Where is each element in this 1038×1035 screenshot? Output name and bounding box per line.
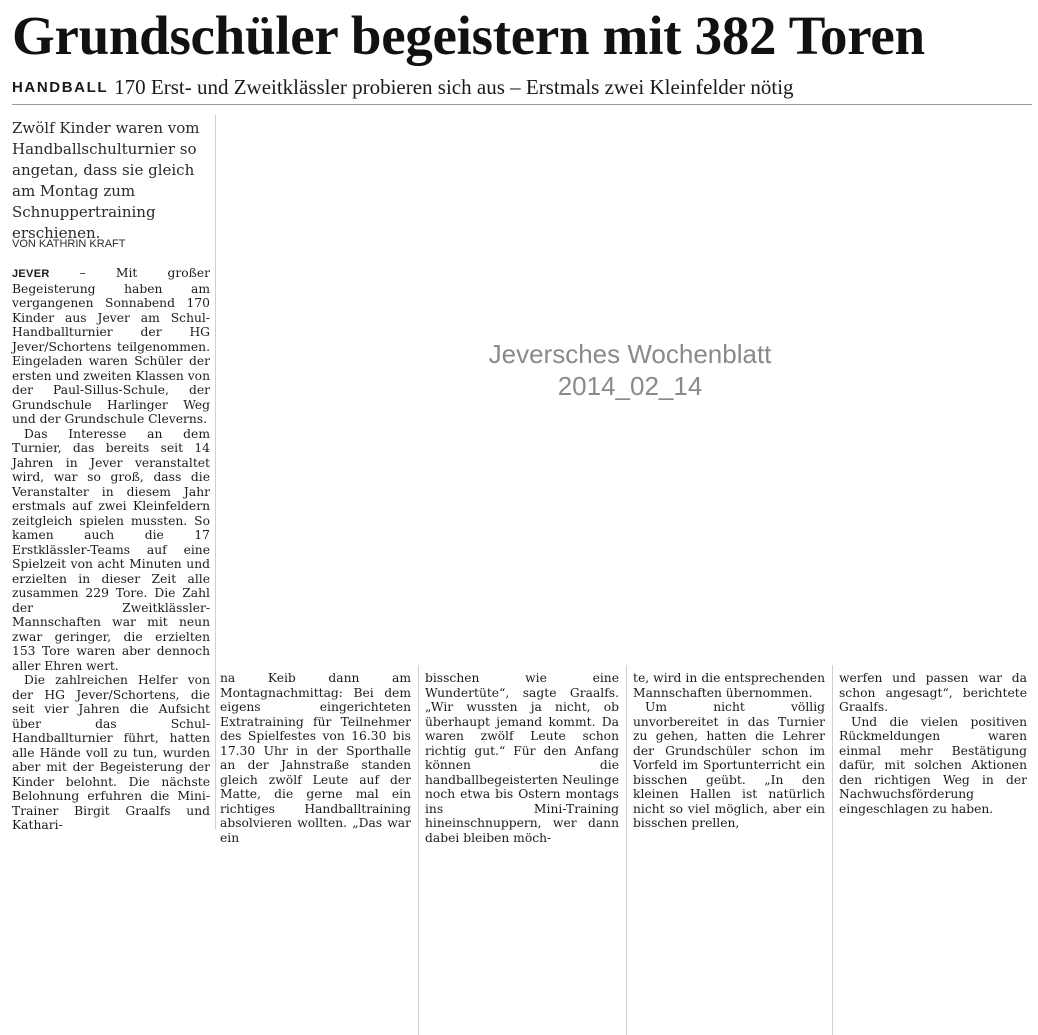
paragraph: na Keib dann am Montagnachmittag: Bei dem eigens eingerichteten Extratraining für Teilnehmer des Spielfestes von 16.30 bis 17.30 Uhr in der Sporthalle an der Jahnstraße standen gleich zwölf Leute auf der Matte, die gerne mal ein richtiges Handballtraining absolvieren wollten. „Das war ein [220, 671, 411, 845]
paragraph: Das Interesse an dem Turnier, das bereits seit 14 Jahren in Jever veranstaltet wird, war so groß, dass die Veranstalter in diesem Jahr erstmals auf zwei Kleinfeldern zeitgleich spielen mussten. So kamen auch die 17 Erstklässler-Teams auf eine Spielzeit von acht Minuten und erzielten in dieser Zeit alle zusammen 229 Tore. Die Zahl der Zweitklässler-Mannschaften war mit neun zwar geringer, die erzielten 153 Tore waren aber dennoch aller Ehren wert. [12, 426, 210, 673]
article-column-5 [839, 671, 1027, 816]
paragraph: JEVER – Mit großer Begeisterung haben am vergangenen Sonnabend 170 Kinder aus Jever am Schul-Handballturnier der HG Jever/Schortens teilgenommen. Eingeladen waren Schüler der ersten und zweiten Klassen von der Paul-Sillus-Schule, der Grundschule Harlinger Weg und der Grundschule Cleverns. [12, 266, 210, 426]
paragraph: Die zahlreichen Helfer von der HG Jever/Schortens, die seit vier Jahren die Aufsicht über das Schul-Handballturnier führt, hatten alle Hände voll zu tun, wurden aber mit der Begeisterung der Kinder belohnt. Die nächste Belohnung erfuhren die Mini-Trainer Birgit Graalfs und Kathari- [12, 673, 210, 832]
subheadline-row [12, 73, 794, 101]
section-kicker: HANDBALL [12, 79, 109, 96]
article-column-3 [425, 671, 619, 845]
article-column-4 [633, 671, 825, 831]
paragraph: Und die vielen positiven Rückmeldungen waren einmal mehr Bestätigung dafür, mit solchen Aktionen den richtigen Weg in der Nachwuchsförderung eingeschlagen zu haben. [839, 714, 1027, 816]
byline: VON KATHRIN KRAFT [12, 238, 126, 250]
headline: Grundschüler begeistern mit 382 Toren [12, 5, 925, 66]
subheadline: 170 Erst- und Zweitklässler probieren sich aus – Erstmals zwei Kleinfelder nötig [114, 75, 794, 99]
article-column-2 [220, 671, 411, 845]
teaser-text: Zwölf Kinder waren vom Handballschulturnier so angetan, dass sie gleich am Montag zum Schnuppertraining erschienen. [12, 119, 200, 242]
header-rule [12, 104, 1032, 105]
column-divider [832, 665, 833, 1035]
column-divider [215, 115, 216, 829]
paragraph: bisschen wie eine Wundertüte“, sagte Graalfs. „Wir wussten ja nicht, ob überhaupt jemand kommt. Da waren zwölf Leute schon richtig gut.“ Für den Anfang können die handballbegeisterten Neulinge noch etwa bis Ostern montags ins Mini-Training hineinschnuppern, wer dann dabei bleiben möch- [425, 671, 619, 845]
paragraph: werfen und passen war da schon angesagt“, berichtete Graalfs. [839, 671, 1027, 714]
article-column-1 [12, 266, 210, 833]
column-divider [418, 665, 419, 1035]
watermark-title: Jeversches Wochenblatt [488, 339, 772, 369]
column-divider [626, 665, 627, 1035]
dateline: JEVER [12, 268, 50, 280]
watermark-date: 2014_02_14 [557, 371, 703, 401]
paragraph: Um nicht völlig unvorbereitet in das Turnier zu gehen, hatten die Lehrer der Grundschüler schon im Vorfeld im Sportunterricht ein bisschen geübt. „In den kleinen Hallen ist natürlich nicht so viel möglich, aber ein bisschen prellen, [633, 700, 825, 830]
archive-watermark [420, 338, 840, 402]
paragraph: te, wird in die entsprechenden Mannschaften übernommen. [633, 671, 825, 700]
